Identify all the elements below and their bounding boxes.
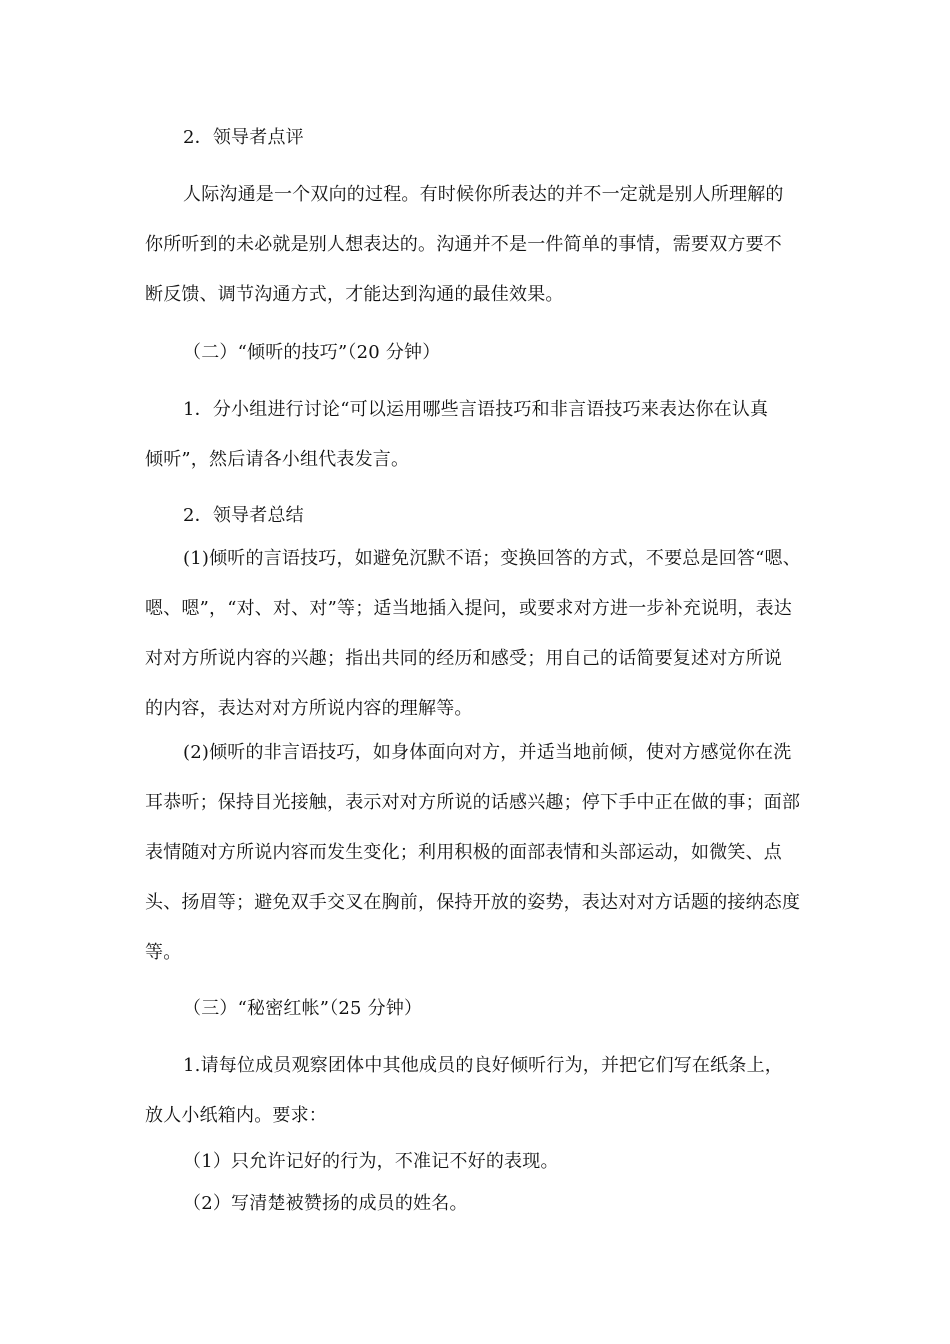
list-item-line: 1.请每位成员观察团体中其他成员的良好倾听行为，并把它们写在纸条上， [183,1055,783,1076]
requirement-item: （2）写清楚被赞扬的成员的姓名。 [183,1193,468,1214]
paragraph-line: (1)倾听的言语技巧，如避免沉默不语；变换回答的方式，不要总是回答“嗯、 [183,548,801,569]
paragraph-line: 对对方所说内容的兴趣；指出共同的经历和感受；用自己的话简要复述对方所说 [145,648,782,669]
paragraph-line: 断反馈、调节沟通方式，才能达到沟通的最佳效果。 [145,284,564,305]
paragraph-line: 等。 [145,942,182,963]
list-item-line: 倾听”，然后请各小组代表发言。 [145,449,410,470]
list-item-line: 1．分小组进行讨论“可以运用哪些言语技巧和非言语技巧来表达你在认真 [183,399,769,420]
requirement-item: （1）只允许记好的行为，不准记不好的表现。 [183,1151,559,1172]
list-item-heading: 2．领导者总结 [183,505,304,526]
section-title: （二）“倾听的技巧”（20 分钟） [183,342,441,363]
subsection-heading: 2．领导者点评 [183,127,304,148]
paragraph-line: 你所听到的未必就是别人想表达的。沟通并不是一件简单的事情，需要双方要不 [145,234,782,255]
paragraph-line: 的内容，表达对对方所说内容的理解等。 [145,698,473,719]
paragraph-line: 人际沟通是一个双向的过程。有时候你所表达的并不一定就是别人所理解的 [183,184,784,205]
section-title: （三）“秘密红帐”（25 分钟） [183,998,423,1019]
paragraph-line: 表情随对方所说内容而发生变化；利用积极的面部表情和头部运动，如微笑、点 [145,842,782,863]
paragraph-line: (2)倾听的非言语技巧，如身体面向对方，并适当地前倾，使对方感觉你在洗 [183,742,792,763]
list-item-line: 放人小纸箱内。要求： [145,1105,327,1126]
paragraph-line: 头、扬眉等；避免双手交叉在胸前，保持开放的姿势，表达对对方话题的接纳态度 [145,892,801,913]
paragraph-line: 嗯、嗯”，“对、对、对”等；适当地插入提问，或要求对方进一步补充说明，表达 [145,598,793,619]
paragraph-line: 耳恭听；保持目光接触，表示对对方所说的话感兴趣；停下手中正在做的事；面部 [145,792,801,813]
